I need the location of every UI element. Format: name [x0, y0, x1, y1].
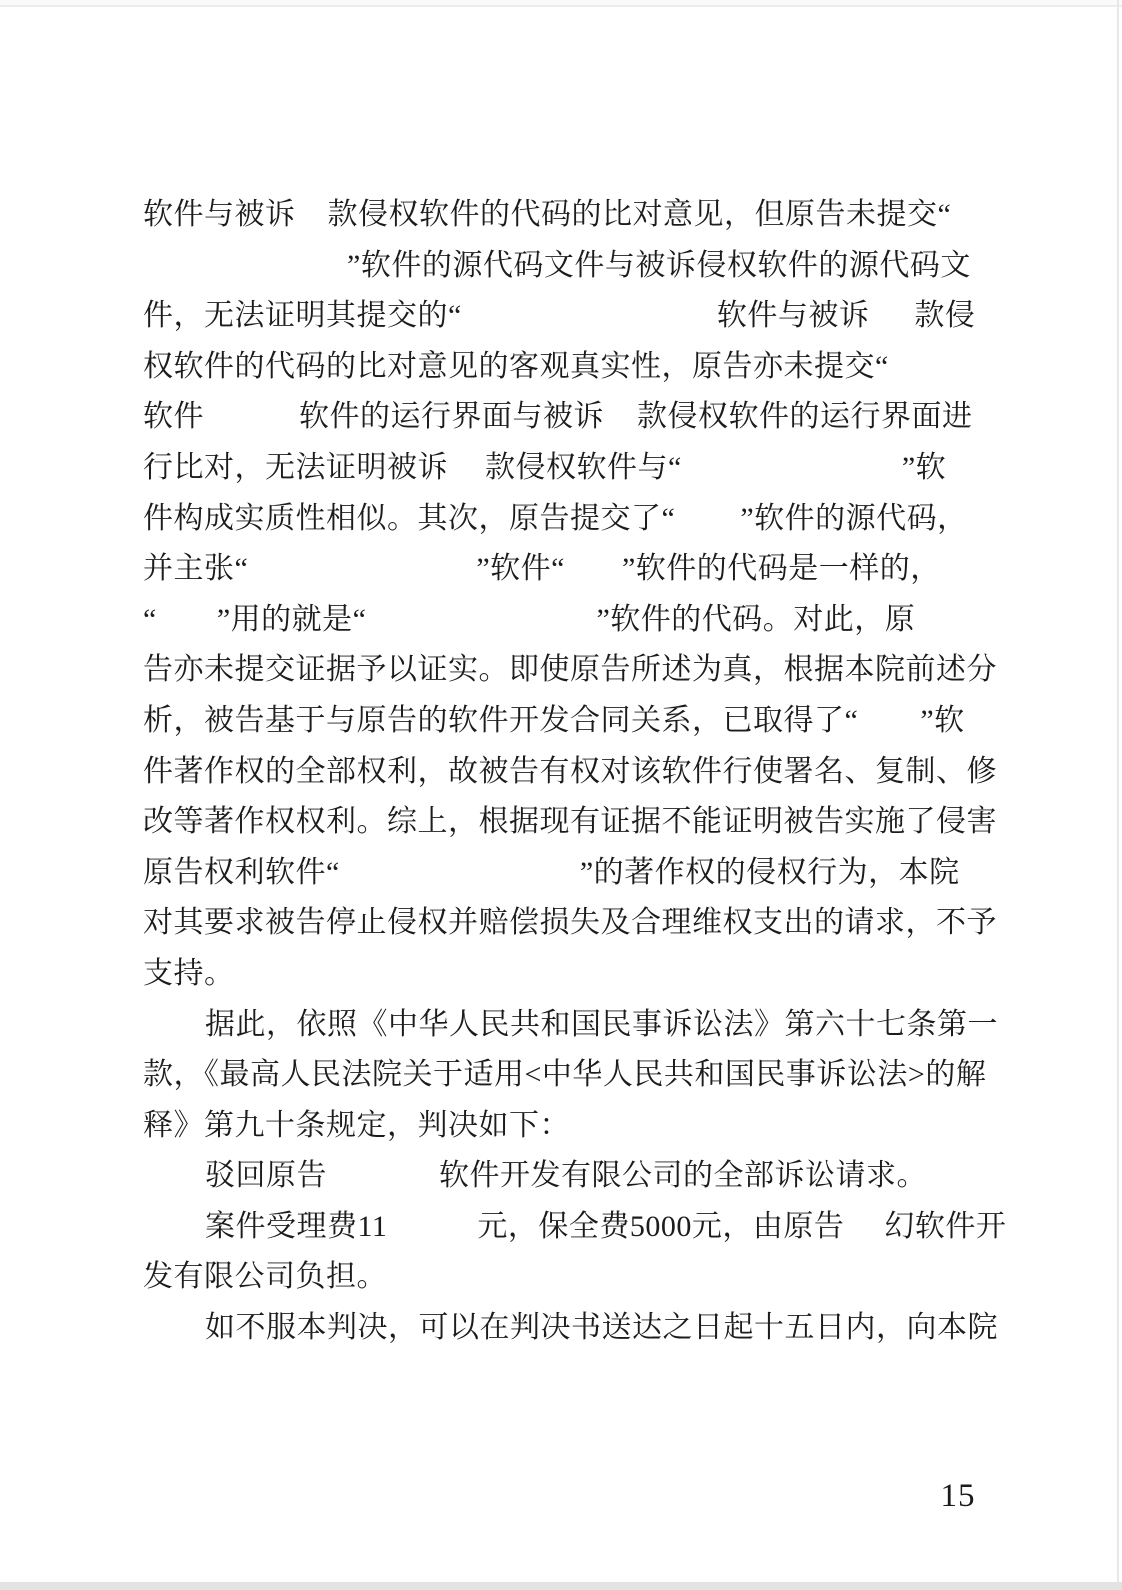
text-segment: ”的著作权的侵权行为，本院	[579, 855, 960, 889]
text-segment: 款侵权软件的代码的比对意见，但原告未提交“	[327, 198, 952, 231]
text-segment: 如不服本判决，可以在判决书送达之日起十五日内，向本院	[205, 1311, 998, 1345]
text-segment: 件著作权的全部权利，故被告有权对该软件行使署名、复制、修	[143, 754, 997, 788]
text-line	[143, 949, 1003, 1000]
judgment-text	[143, 190, 1007, 1354]
text-line	[143, 1050, 1003, 1101]
text-segment: 释》第九十条规定，判决如下：	[143, 1108, 570, 1142]
text-line	[143, 443, 1003, 494]
redacted-gap	[387, 1251, 477, 1252]
redacted-gap	[844, 1251, 884, 1252]
text-segment: 幻软件开	[884, 1209, 1007, 1243]
text-segment: ”软	[920, 703, 965, 737]
page-right-edge	[1117, 0, 1119, 1590]
text-segment: 软件与被诉	[716, 299, 870, 333]
text-segment: 支持。	[143, 956, 235, 990]
text-line	[143, 898, 1003, 949]
text-segment: 款侵权软件的运行界面进	[637, 400, 973, 434]
text-segment: ”用的就是“	[216, 602, 367, 636]
text-segment: ”软件“	[476, 552, 565, 586]
text-segment: 改等著作权权利。综上，根据现有证据不能证明被告实施了侵害	[143, 805, 997, 839]
text-segment: ”软	[901, 450, 947, 484]
text-line	[143, 392, 1003, 443]
text-line	[143, 241, 1003, 292]
text-segment: 元，保全费5000元，由原告	[477, 1209, 845, 1243]
text-line	[143, 1303, 1003, 1354]
text-segment: 软件开发有限公司的全部诉讼请求。	[439, 1159, 927, 1193]
text-line	[143, 1151, 1003, 1202]
page-number: 15	[940, 1478, 976, 1514]
text-line	[143, 291, 1003, 342]
text-segment: 件构成实质性相似。其次，原告提交了“	[143, 501, 676, 535]
text-segment: ”软件的源代码，	[740, 501, 968, 535]
text-line	[143, 494, 1003, 545]
redacted-gap	[296, 240, 328, 241]
text-line	[143, 797, 1003, 848]
text-segment: ”软件的代码是一样的，	[621, 552, 941, 586]
text-segment: 案件受理费11	[205, 1209, 388, 1243]
text-segment: 软件的运行界面与被诉	[299, 400, 604, 434]
text-segment: “	[143, 602, 157, 636]
text-segment: 对其要求被告停止侵权并赔偿损失及合理维权支出的请求，不予	[143, 906, 997, 940]
text-segment: 告亦未提交证据予以证实。即使原告所述为真，根据本院前述分	[143, 653, 997, 687]
text-line	[143, 747, 1003, 798]
text-segment: 行比对，无法证明被诉	[143, 450, 448, 484]
text-segment: 件，无法证明其提交的“	[143, 299, 462, 333]
text-segment: ”软件的代码。对此，原	[596, 602, 916, 636]
text-segment: 权软件的代码的比对意见的客观真实性，原告亦未提交“	[143, 349, 889, 383]
text-segment: 驳回原告	[205, 1159, 327, 1193]
page-top-edge	[0, 0, 1122, 7]
text-segment: 软件与被诉	[143, 198, 296, 231]
text-line	[143, 1101, 1003, 1152]
text-segment: ”软件的源代码文件与被诉侵权软件的源代码文	[347, 248, 971, 282]
text-segment: 款侵	[914, 299, 976, 333]
text-segment: 原告权利软件“	[143, 855, 340, 889]
text-segment: 发有限公司负担。	[143, 1260, 387, 1294]
text-segment: 并主张“	[143, 552, 249, 586]
text-line	[143, 1202, 1007, 1253]
text-line	[143, 645, 1003, 696]
text-segment: 款侵权软件与“	[485, 450, 682, 484]
text-segment: 据此，依照《中华人民共和国民事诉讼法》第六十七条第一	[205, 1007, 998, 1041]
text-line	[143, 1252, 1003, 1303]
text-line	[143, 190, 1003, 241]
page-bottom-edge	[0, 1582, 1122, 1590]
text-line	[143, 544, 1003, 595]
text-line	[143, 848, 1003, 899]
text-segment: 款，《最高人民法院关于适用<中华人民共和国民事诉讼法>的解	[143, 1058, 987, 1092]
text-line	[143, 1000, 1003, 1051]
text-segment: 软件	[143, 400, 204, 434]
text-line	[143, 342, 1003, 393]
text-line	[143, 696, 1003, 747]
text-segment: 析，被告基于与原告的软件开发合同关系，已取得了“	[143, 703, 859, 737]
text-line	[143, 595, 1003, 646]
